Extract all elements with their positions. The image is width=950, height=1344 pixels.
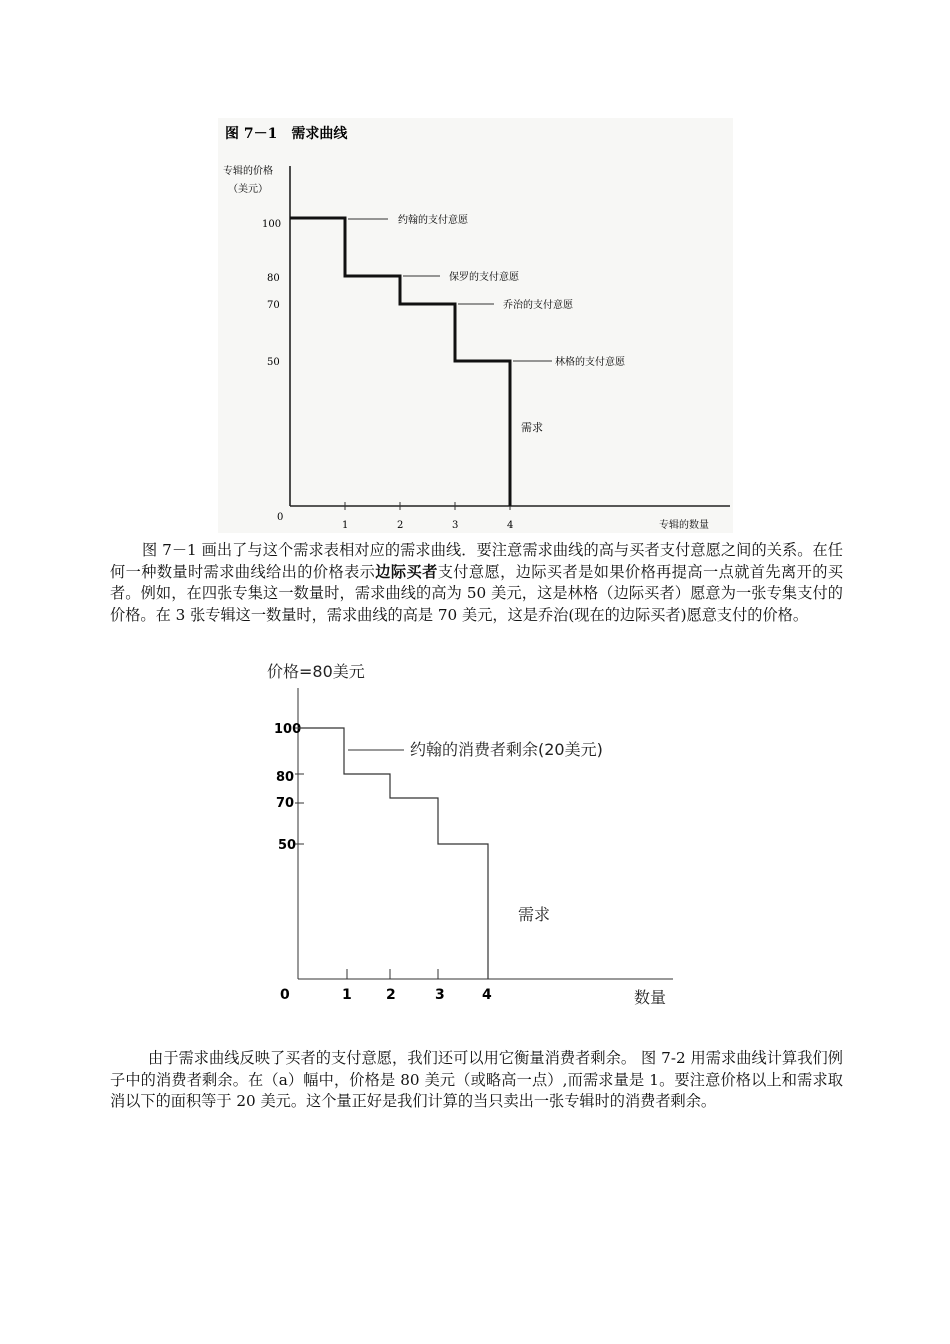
figure-2-ytick-50: 50 — [278, 838, 297, 853]
figure-1-label-ringo: 林格的支付意愿 — [555, 357, 625, 368]
paragraph-2 — [110, 1048, 843, 1113]
figure-2-ytick-70: 70 — [276, 796, 295, 811]
figure-1-title: 图 7－1 需求曲线 — [225, 126, 348, 142]
paragraph-1-before: 图 7－1 画出了与这个需求表相对应的需求曲线．要注意需求曲线的高与买者支付意愿之间的关系。在任何一种数量时需求曲线给出的价格表示 — [110, 541, 843, 581]
figure-1-xtick-4: 4 — [507, 520, 514, 531]
figure-2-xtick-2: 2 — [386, 987, 396, 1003]
paragraph-1-bold-term: 边际买者 — [375, 562, 438, 581]
figure-1-xtick-3: 3 — [452, 520, 459, 531]
figure-2-demand-curve — [298, 728, 488, 979]
figure-1-label-george: 乔治的支付意愿 — [503, 300, 573, 311]
figure-7-1 — [218, 118, 733, 533]
figure-1-xtick-1: 1 — [342, 520, 349, 531]
figure-1-label-paul: 保罗的支付意愿 — [449, 272, 519, 283]
figure-2-y-axis-label: 价格=80美元 — [267, 662, 365, 681]
figure-2-xtick-0: 0 — [280, 987, 290, 1003]
figure-7-1-svg — [218, 118, 733, 533]
figure-2-x-axis-label: 数量 — [634, 988, 667, 1007]
figure-1-ytick-70: 70 — [267, 300, 280, 311]
figure-1-y-axis-label: 专辑的价格 — [223, 166, 273, 177]
figure-2-xtick-3: 3 — [435, 987, 445, 1003]
figure-1-y-axis-unit: （美元） — [228, 184, 268, 195]
figure-1-demand-curve — [290, 218, 510, 506]
figure-1-ytick-50: 50 — [267, 357, 280, 368]
figure-7-2-svg — [262, 658, 682, 1013]
figure-2-ytick-100: 100 — [274, 722, 302, 737]
paragraph-1 — [110, 540, 843, 626]
figure-1-demand-label: 需求 — [521, 421, 543, 434]
figure-2-xtick-4: 4 — [482, 987, 492, 1003]
paragraph-2-text: 由于需求曲线反映了买者的支付意愿，我们还可以用它衡量消费者剩余。 图 7-2 用需求曲线计算我们例子中的消费者剩余。在（a）幅中，价格是 80 美元（或略高一点）,而需求量是 1。要注意价格以上和需求取消以下的面积等于 20 美元。这个量正好是我们计算的当只卖出一张专辑时的消费者剩余。 — [110, 1049, 843, 1111]
figure-2-xtick-1: 1 — [342, 987, 352, 1003]
figure-2-surplus-label: 约翰的消费者剩余(20美元) — [410, 740, 603, 759]
figure-1-xtick-0: 0 — [277, 512, 284, 523]
figure-1-ytick-100: 100 — [262, 219, 282, 230]
figure-1-label-john: 约翰的支付意愿 — [398, 215, 468, 226]
figure-1-ytick-80: 80 — [267, 273, 280, 284]
figure-2-demand-label: 需求 — [518, 905, 551, 924]
figure-2-ytick-80: 80 — [276, 770, 295, 785]
figure-1-xtick-2: 2 — [397, 520, 404, 531]
figure-1-x-axis-label: 专辑的数量 — [659, 520, 709, 531]
paragraph-1-after: 支付意愿，边际买者是如果价格再提高一点就首先离开的买者。例如，在四张专集这一数量时，需求曲线的高为 50 美元，这是林格（边际买者）愿意为一张专集支付的价格。在 3 张专辑这一数量时，需求曲线的高是 70 美元，这是乔治(现在的边际买者)愿意支付的价格。 — [110, 562, 844, 624]
figure-7-2 — [262, 658, 682, 1013]
